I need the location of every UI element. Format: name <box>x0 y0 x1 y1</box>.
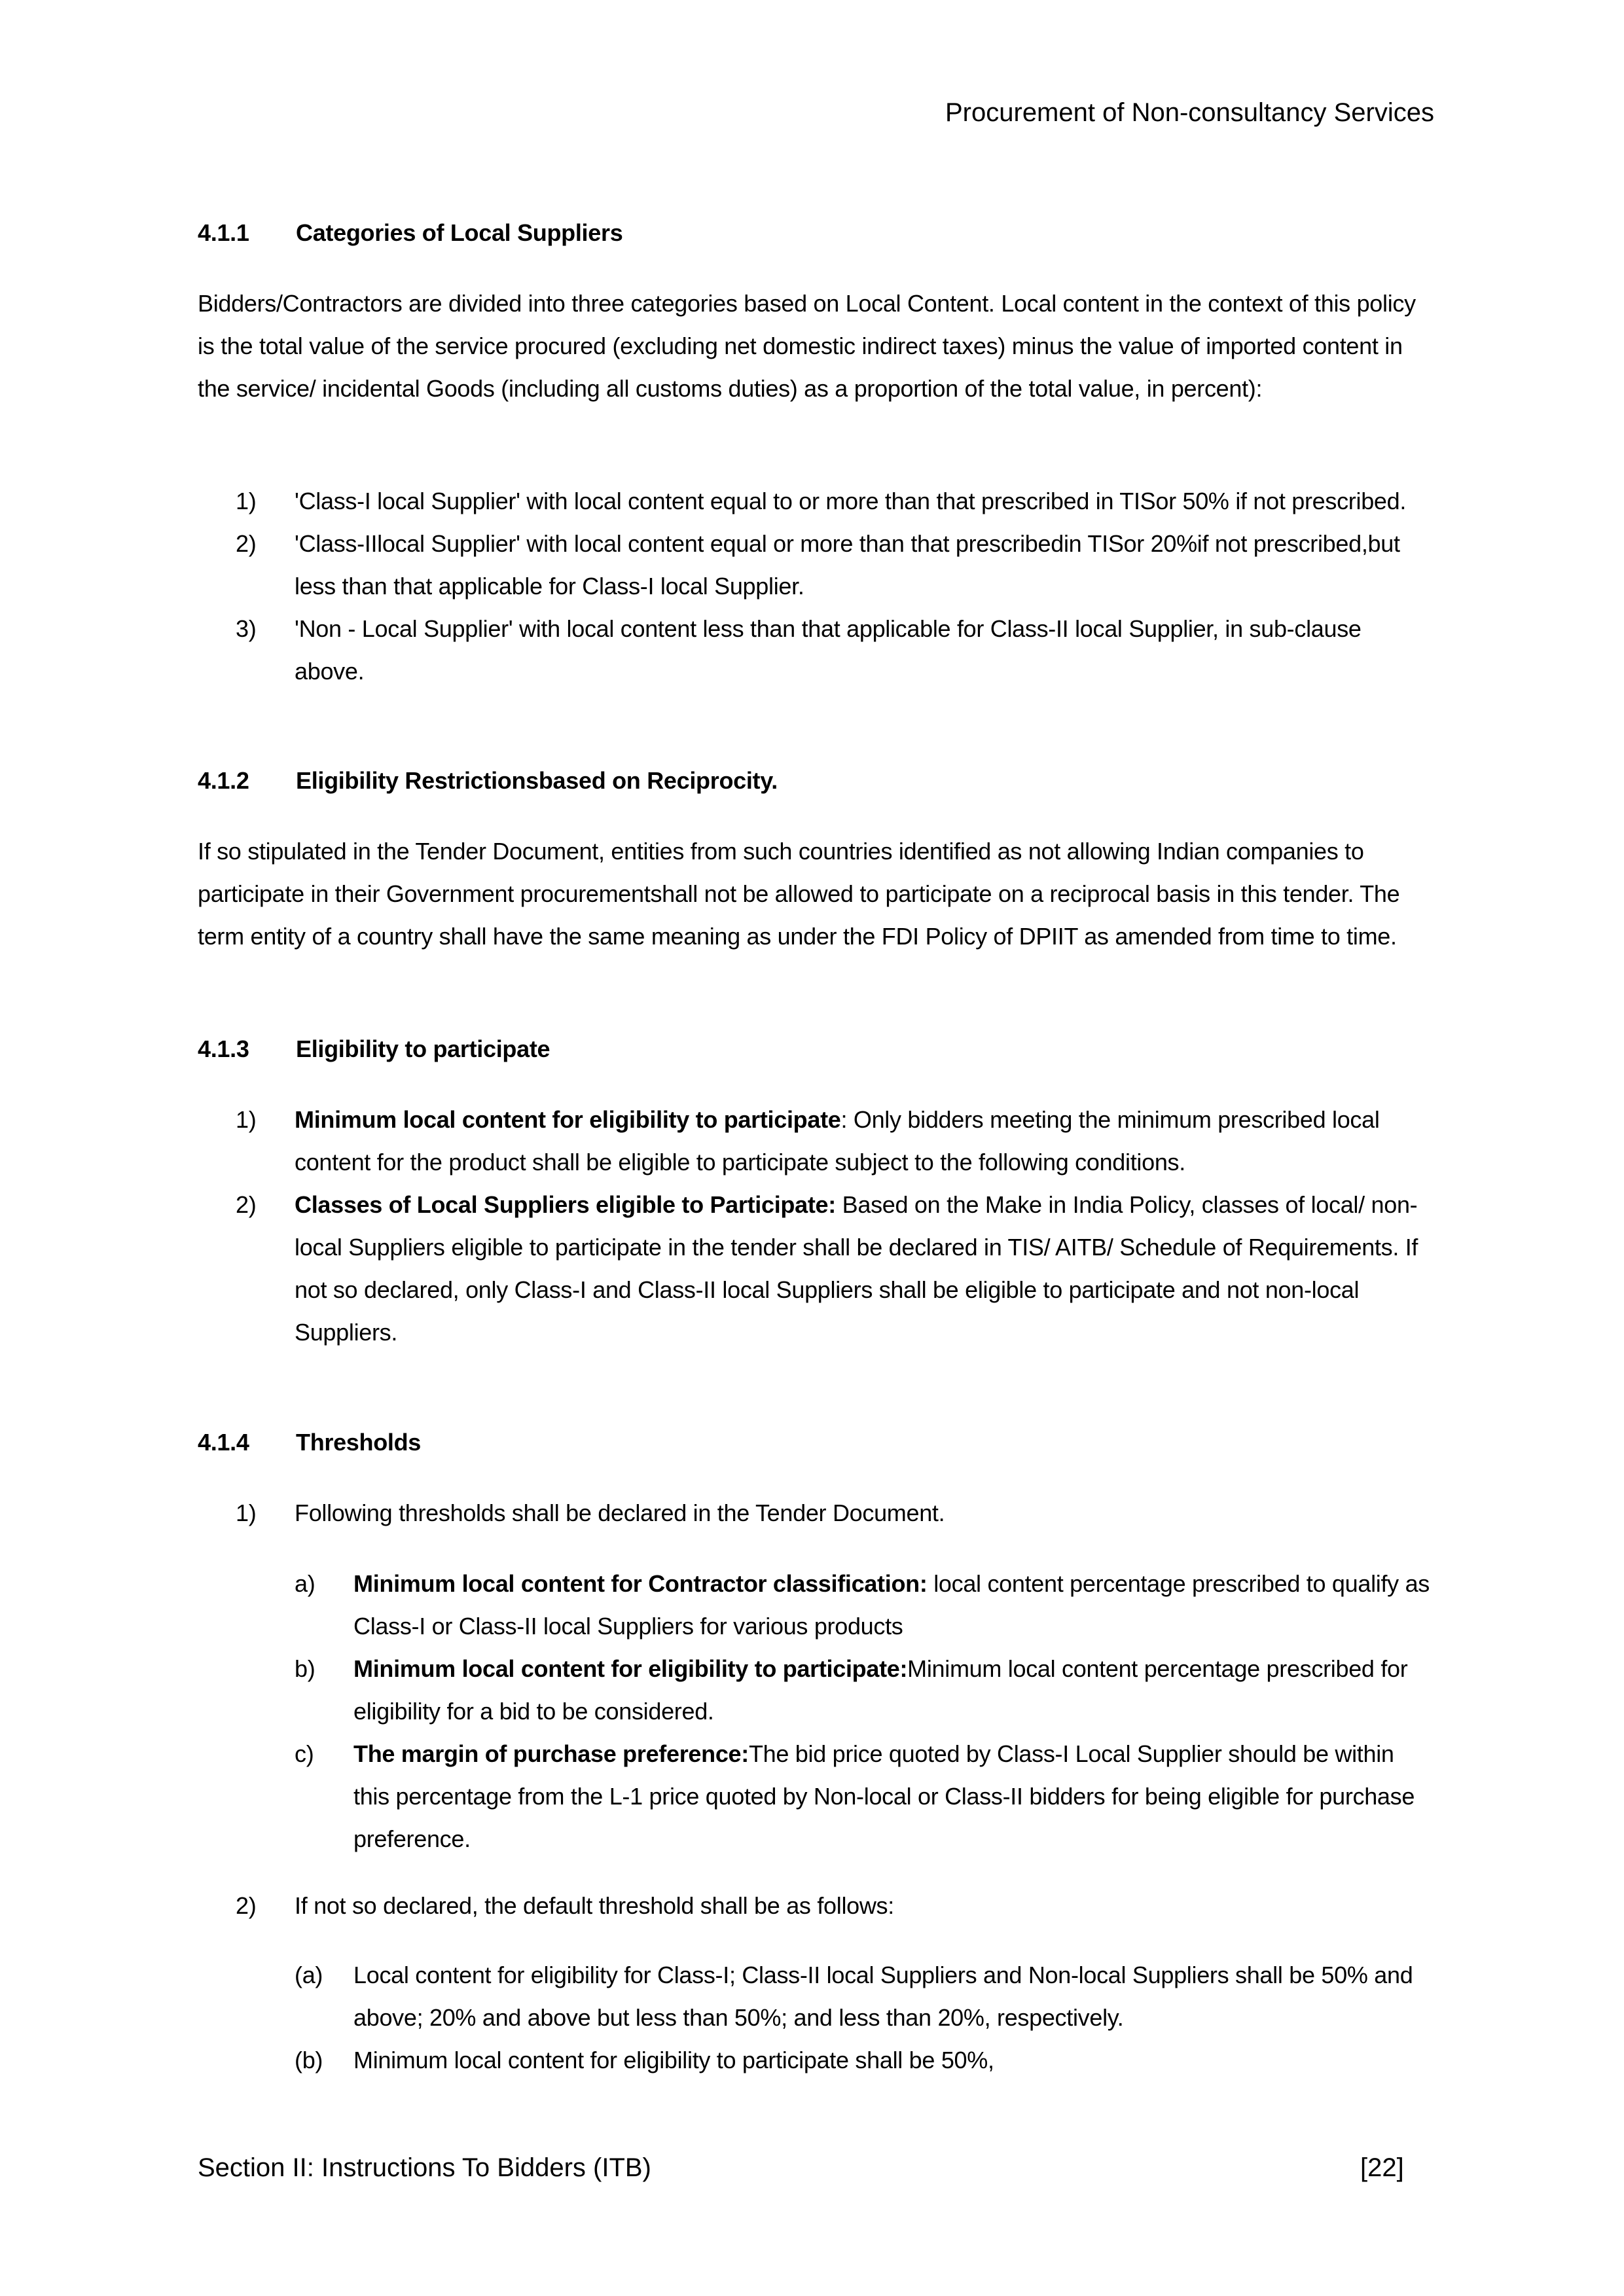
list-4-1-3 <box>198 1098 1432 1354</box>
sub-item <box>198 1562 1432 1647</box>
footer-section: Section II: Instructions To Bidders (ITB) <box>198 2153 651 2182</box>
section-title: Eligibility to participate <box>296 1035 550 1062</box>
sub-letter: b) <box>295 1655 316 1682</box>
sub-item <box>198 1954 1432 2039</box>
section-number: 4.1.3 <box>198 1035 249 1062</box>
sub-lead: The margin of purchase preference: <box>353 1740 749 1767</box>
paragraph: If so stipulated in the Tender Document, entities from such countries identified as not allowing Indian companies to participate in their Government procurementshall not be allowed to participate on a reciprocal basis in this tender. The term entity of a country shall have the same meaning as under the FDI Policy of DPIIT as amended from time to time. <box>198 838 1400 950</box>
list-text: : Only bidders meeting the minimum prescribed local content for the product shall be eligible to participate subject to the following conditions. <box>295 1106 1380 1175</box>
section-number: 4.1.4 <box>198 1429 249 1456</box>
sub-text: Minimum local content percentage prescribed for eligibility for a bid to be considered. <box>353 1655 1408 1725</box>
list-4-1-1 <box>198 480 1432 692</box>
list-number: 1) <box>236 1499 257 1526</box>
list-text: 'Class-I local Supplier' with local content equal to or more than that prescribed in TISor 50% if not prescribed. <box>295 488 1407 514</box>
list-number: 3) <box>236 615 257 642</box>
sub-list-2 <box>198 1954 1432 2081</box>
list-text: 'Class-IIlocal Supplier' with local content equal or more than that prescribedin TISor 20%if not prescribed,but less than that applicable for Class-I local Supplier. <box>295 530 1400 600</box>
section-title: Thresholds <box>296 1429 422 1456</box>
page-header: Procurement of Non-consultancy Services <box>945 98 1434 127</box>
sub-letter: a) <box>295 1570 316 1597</box>
list-number: 1) <box>236 488 257 514</box>
sub-item <box>198 1647 1432 1732</box>
section-title: Eligibility Restrictionsbased on Reciprocity. <box>296 767 778 794</box>
list-text: If not so declared, the default threshold shall be as follows: <box>295 1892 894 1919</box>
heading-4-1-2 <box>198 759 1432 802</box>
list-number: 2) <box>236 1191 257 1218</box>
list-lead: Classes of Local Suppliers eligible to Participate: <box>295 1191 836 1218</box>
list-item <box>198 1884 1432 1927</box>
list-item <box>198 522 1432 607</box>
section-title: Categories of Local Suppliers <box>296 219 623 246</box>
heading-4-1-1 <box>198 211 1432 254</box>
list-number: 1) <box>236 1106 257 1133</box>
sub-text: local content percentage prescribed to qualify as Class-I or Class-II local Suppliers for various products <box>353 1570 1430 1640</box>
heading-4-1-4 <box>198 1421 1432 1463</box>
list-text: Based on the Make in India Policy, classes of local/ non-local Suppliers eligible to participate in the tender shall be declared in TIS/ AITB/ Schedule of Requirements. If not so declared, only Class-I and Class-II local Suppliers shall be eligible to participate and not non-local Suppliers. <box>295 1191 1418 1346</box>
section-number: 4.1.1 <box>198 219 249 246</box>
sub-lead: Minimum local content for eligibility to participate: <box>353 1655 908 1682</box>
list-text: 'Non - Local Supplier' with local content less than that applicable for Class-II local Supplier, in sub-clause above. <box>295 615 1362 685</box>
sub-text: Local content for eligibility for Class-I; Class-II local Suppliers and Non-local Suppliers shall be 50% and above; 20% and above but less than 50%; and less than 20%, respectively. <box>353 1962 1413 2031</box>
list-text: Following thresholds shall be declared in the Tender Document. <box>295 1499 945 1526</box>
list-item <box>198 480 1432 522</box>
sub-list-1 <box>198 1562 1432 1860</box>
list-number: 2) <box>236 1892 257 1919</box>
list-lead: Minimum local content for eligibility to participate <box>295 1106 841 1133</box>
heading-4-1-3 <box>198 1028 1432 1070</box>
sub-letter: (b) <box>295 2047 323 2073</box>
sub-letter: (a) <box>295 1962 323 1988</box>
sub-lead: Minimum local content for Contractor classification: <box>353 1570 928 1597</box>
sub-item <box>198 1732 1432 1860</box>
sub-text: Minimum local content for eligibility to participate shall be 50%, <box>353 2047 994 2073</box>
paragraph: Bidders/Contractors are divided into three categories based on Local Content. Local content in the context of this policy is the total value of the service procured (excluding net domestic indirect taxes) minus the value of imported content in the service/ incidental Goods (including all customs duties) as a proportion of the total value, in percent): <box>198 290 1416 402</box>
section-number: 4.1.2 <box>198 767 249 794</box>
sub-letter: c) <box>295 1740 314 1767</box>
sub-text: The bid price quoted by Class-I Local Supplier should be within this percentage from the L-1 price quoted by Non-local or Class-II bidders for being eligible for purchase preference. <box>353 1740 1415 1852</box>
list-item <box>198 1183 1432 1354</box>
list-item <box>198 1098 1432 1183</box>
list-item <box>198 1492 1432 1534</box>
sub-item <box>198 2039 1432 2081</box>
list-number: 2) <box>236 530 257 557</box>
page-number: [22] <box>1360 2153 1404 2182</box>
list-item <box>198 607 1432 692</box>
